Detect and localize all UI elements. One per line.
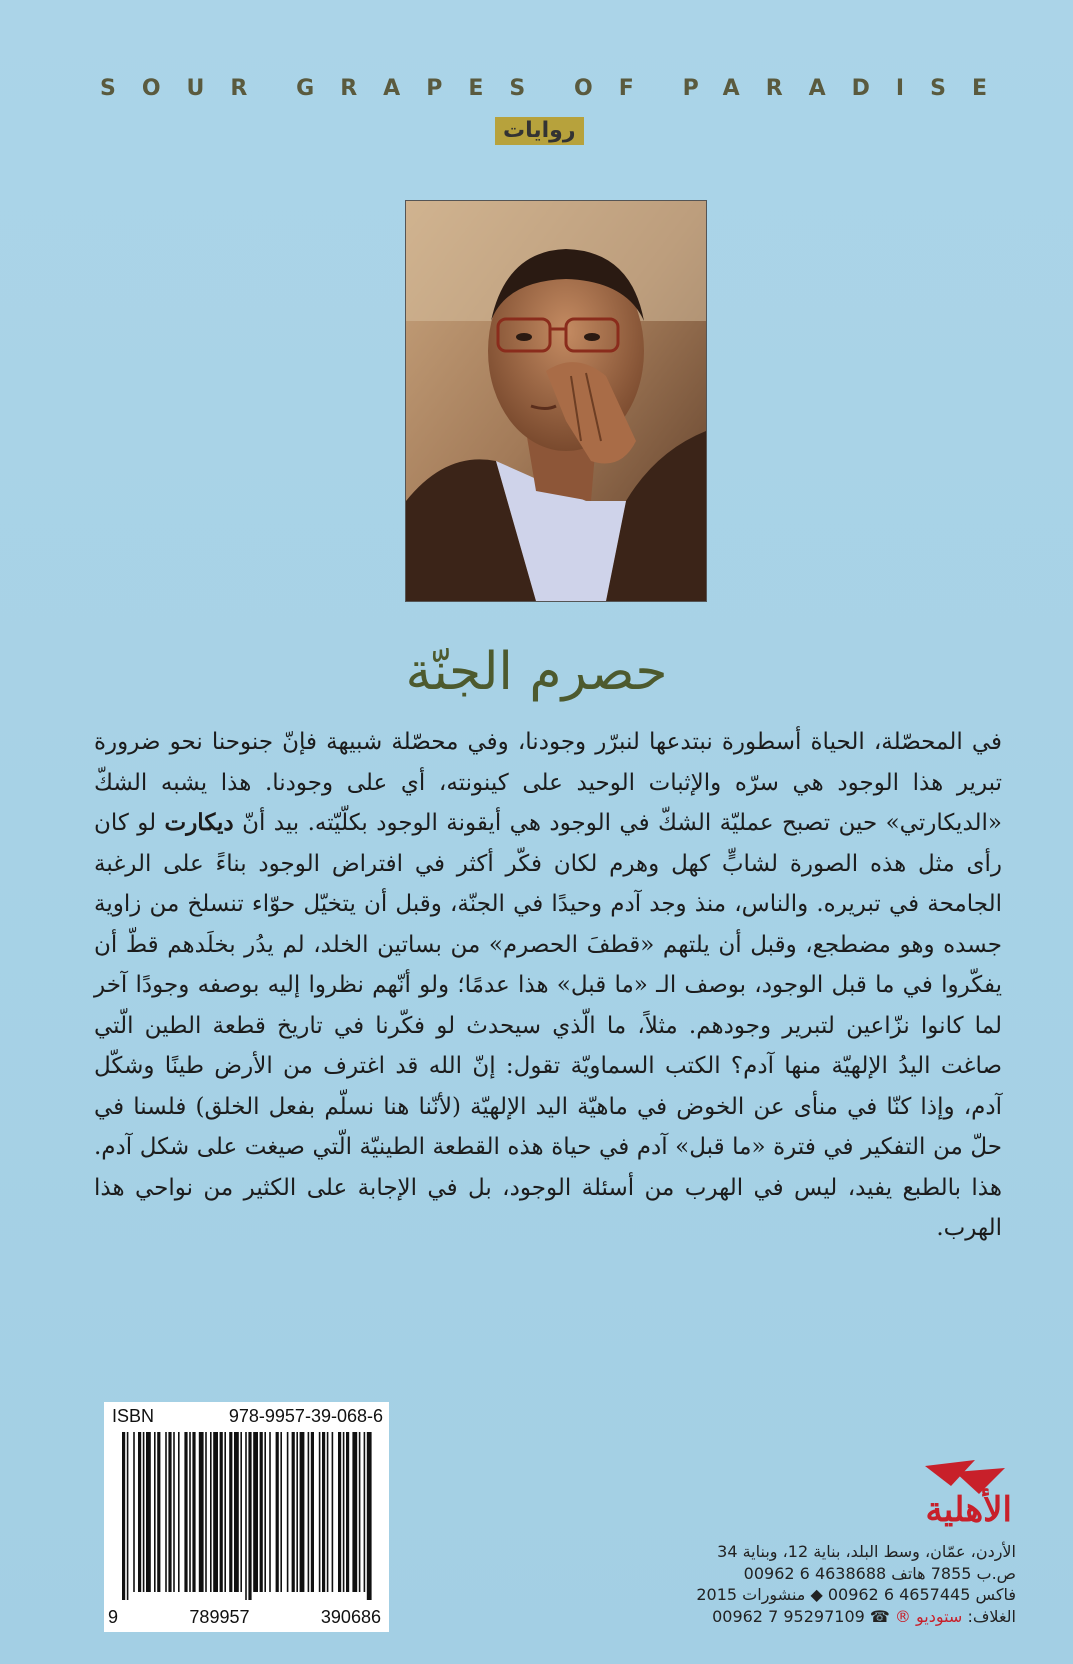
barcode-bar bbox=[359, 1432, 361, 1592]
address-line: الأردن، عمّان، وسط البلد، بناية 12، وبناية 34 bbox=[717, 1542, 1016, 1561]
barcode-bar bbox=[210, 1432, 212, 1592]
series-word: PARADISE bbox=[682, 76, 1013, 101]
barcode-bar bbox=[168, 1432, 171, 1592]
blurb-text-part1: في المحصّلة، الحياة أسطورة نبتدعها لنبرّر وجودنا، وفي محصّلة شبيهة فإنّ جنوحنا نحو ضرورة تبرير هذا الوجود هي سرّه والإثبات الوحيد على كينونته، أي على وجودنا. هذا يشبه الشكّ «الديكارتي» حين تصبح عمليّة الشكّ في الوجود هي أيقونة الوجود بكلّيّته. بيد أنّ bbox=[94, 729, 1002, 836]
barcode-digits-group1: 789957 bbox=[189, 1607, 250, 1627]
series-word: OF bbox=[574, 76, 660, 101]
barcode-bar bbox=[260, 1432, 263, 1592]
address-line: فاكس 4657445 6 00962 ◆ منشورات 2015 bbox=[696, 1585, 1016, 1604]
barcode-bar bbox=[192, 1432, 195, 1592]
barcode-bar bbox=[138, 1432, 141, 1592]
isbn-barcode bbox=[104, 1402, 389, 1632]
barcode-bar bbox=[296, 1432, 298, 1592]
barcode-bar bbox=[178, 1432, 180, 1592]
blurb-bold-name: ديكارت bbox=[164, 809, 234, 836]
barcode-bar bbox=[157, 1432, 160, 1592]
barcode-bar bbox=[280, 1432, 282, 1592]
barcode-bar bbox=[165, 1432, 167, 1592]
barcode-bar bbox=[287, 1432, 289, 1592]
barcode-bar bbox=[343, 1432, 345, 1592]
barcode-bar bbox=[146, 1432, 151, 1592]
barcode-bar bbox=[367, 1432, 372, 1600]
address-line bbox=[630, 1606, 1016, 1628]
blurb-text-part2: لو كان رأى مثل هذه الصورة لشابٍّ كهل وهرم لكان فكّر أكثر في افتراض الوجود بناءً على الرغبة الجامحة في تبريره. والناس، منذ وجد آدم وحيدًا في الجنّة، وقبل أن يتخيّل حوّاء تنسلخ من زاوية جسده وهو مضطجع، وقبل أن يلتهم «قطفَ الحصرم» من بساتين الخلد، لم يدُر بخلَدهم قطّ أن يفكّروا في ما قبل الوجود، بوصف الـ «ما قبل» هذا عدمًا؛ ولو أنّهم نظروا إليه بوصفه وجودًا آخر لما كانوا نزّاعين لتبرير وجودهم. مثلاً، ما الّذي سيحدث لو فكّرنا في تاريخ قطعة الطين الّتي صاغت اليدُ الإلهيّة منها آدم؟ الكتب السماويّة تقول: إنّ الله قد اغترف من الأرض طينًا وشكّل آدم، وإذا كنّا في منأى عن الخوض في ماهيّة اليد الإلهيّة (لأنّنا هنا نسلّم بفعل الخلق) فلسنا في حلّ من التفكير في فترة «ما قبل» آدم في حياة هذه القطعة الطينيّة الّتي صيغت على شكل آدم. هذا بالطبع يفيد، ليس في الهرب من أسئلة الوجود، بل في الإجابة على الكثير من نواحي هذا الهرب. bbox=[94, 810, 1002, 1241]
publisher-name: الأهلية bbox=[925, 1490, 1012, 1530]
barcode-bar bbox=[205, 1432, 207, 1592]
barcode-bar bbox=[338, 1432, 341, 1592]
barcode-bar bbox=[189, 1432, 191, 1592]
barcode-bar bbox=[308, 1432, 310, 1592]
series-word: SOUR bbox=[100, 76, 274, 101]
cover-credit-studio: ستوديو ® bbox=[894, 1606, 963, 1626]
barcode-bar bbox=[332, 1432, 334, 1592]
cover-credit-phone: ☎ 95297109 7 00962 bbox=[712, 1606, 890, 1626]
barcode-bar bbox=[199, 1432, 204, 1592]
barcode-bar bbox=[300, 1432, 305, 1592]
barcode-bar bbox=[224, 1432, 226, 1592]
barcode-bar bbox=[364, 1432, 366, 1592]
barcode-bar bbox=[234, 1432, 239, 1592]
barcode-bar bbox=[253, 1432, 258, 1592]
series-title bbox=[100, 76, 1013, 101]
barcode-bar bbox=[327, 1432, 329, 1592]
barcode-digit-first: 9 bbox=[108, 1607, 119, 1627]
barcode-bar bbox=[213, 1432, 218, 1592]
barcode-icon bbox=[114, 1432, 379, 1600]
barcode-bar bbox=[240, 1432, 242, 1592]
book-title: حصرم الجنّة bbox=[405, 642, 668, 702]
barcode-bar bbox=[229, 1432, 232, 1592]
barcode-bar bbox=[276, 1432, 279, 1592]
barcode-digits-group2: 390686 bbox=[320, 1607, 381, 1627]
barcode-bar bbox=[264, 1432, 266, 1592]
barcode-bar bbox=[269, 1432, 271, 1592]
barcode-bar bbox=[352, 1432, 357, 1592]
barcode-bar bbox=[143, 1432, 145, 1592]
barcode-bar bbox=[220, 1432, 223, 1592]
imprint-badge: روايات bbox=[495, 117, 584, 145]
author-photo bbox=[405, 200, 707, 602]
barcode-bar bbox=[322, 1432, 325, 1592]
barcode-bar bbox=[311, 1432, 314, 1592]
author-portrait-icon bbox=[406, 201, 706, 601]
barcode-bar bbox=[154, 1432, 156, 1592]
back-cover-blurb bbox=[94, 722, 1002, 1249]
barcode-bar bbox=[245, 1432, 247, 1600]
barcode-digits bbox=[108, 1607, 381, 1628]
barcode-bar bbox=[173, 1432, 175, 1592]
publisher-address bbox=[630, 1541, 1016, 1627]
barcode-bar bbox=[122, 1432, 125, 1600]
address-line: ص.ب 7855 هاتف 4638688 6 00962 bbox=[743, 1563, 1016, 1583]
cover-credit-label: الغلاف: bbox=[967, 1606, 1016, 1626]
barcode-bar bbox=[133, 1432, 135, 1592]
isbn-line bbox=[112, 1406, 383, 1427]
series-word: GRAPES bbox=[296, 76, 552, 101]
barcode-bar bbox=[184, 1432, 187, 1592]
barcode-bar bbox=[292, 1432, 295, 1592]
isbn-number: 978-9957-39-068-6 bbox=[228, 1406, 383, 1426]
barcode-bar bbox=[346, 1432, 349, 1592]
barcode-bar bbox=[319, 1432, 321, 1592]
isbn-label: ISBN bbox=[112, 1406, 155, 1426]
barcode-bar bbox=[127, 1432, 129, 1600]
barcode-bar bbox=[248, 1432, 251, 1600]
